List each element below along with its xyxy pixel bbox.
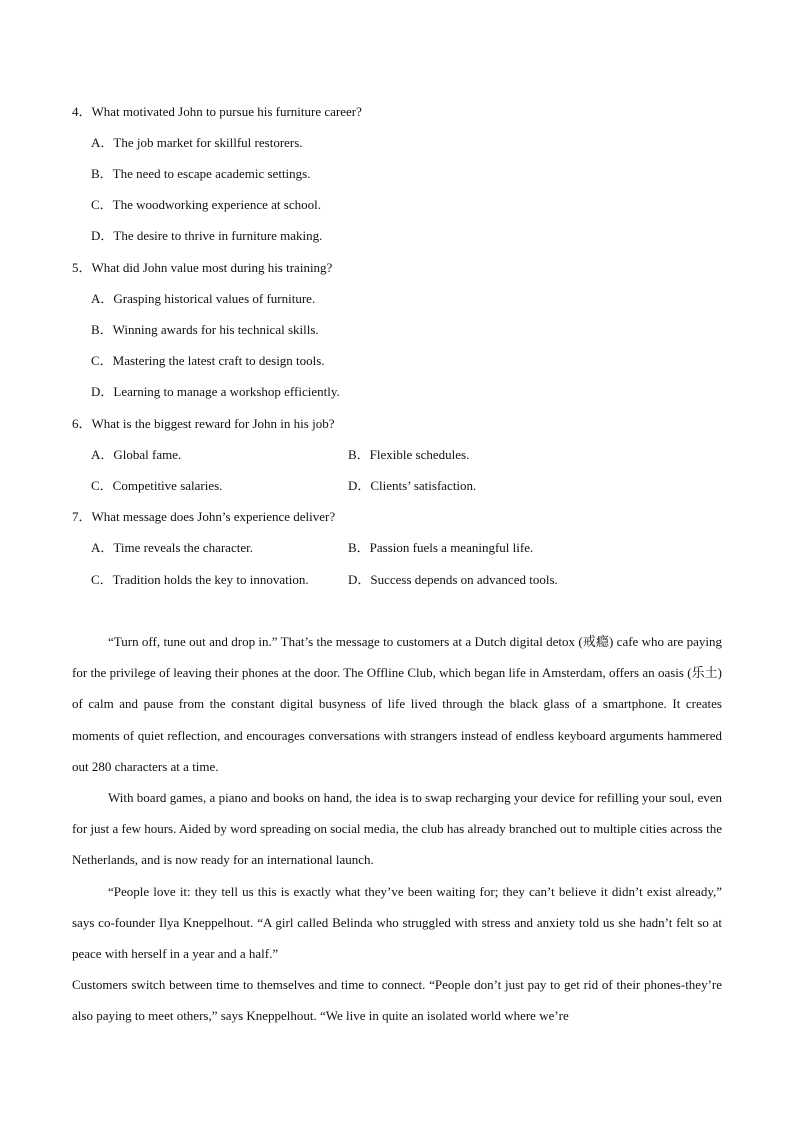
question-4-option-d: D．The desire to thrive in furniture making. (91, 228, 323, 243)
question-6-option-c: C．Competitive salaries. (91, 478, 223, 493)
question-6-option-b: B．Flexible schedules. (348, 447, 470, 462)
question-5-option-d: D．Learning to manage a workshop efficiently. (91, 384, 340, 399)
question-5-option-b: B．Winning awards for his technical skills. (91, 322, 319, 337)
question-7-option-d: D．Success depends on advanced tools. (348, 572, 558, 587)
passage-paragraph-2-text: With board games, a piano and books on hand, the idea is to swap recharging your device for refilling your soul, even for just a few hours. Aided by word spreading on social media, the club has already branched out to multiple cities across the Netherlands, and is now ready for an international launch. (72, 790, 722, 868)
passage-paragraph-3 (72, 876, 722, 970)
question-6-stem: 6．What is the biggest reward for John in his job? (72, 416, 335, 431)
question-6-option-d: D．Clients’ satisfaction. (348, 478, 477, 493)
question-6-option-a: A．Global fame. (91, 447, 182, 462)
question-5-option-a: A．Grasping historical values of furniture. (91, 291, 316, 306)
passage-paragraph-1-text: “Turn off, tune out and drop in.” That’s the message to customers at a Dutch digital detox (戒瘾) cafe who are paying for the privilege of leaving their phones at the door. The Offline Club, which began life in Amsterdam, offers an oasis (乐土) of calm and pause from the constant digital busyness of life lived through the black glass of a smartphone. It creates moments of quiet reflection, and encourages conversations with strangers instead of endless keyboard arguments hammered out 280 characters at a time. (72, 634, 722, 774)
passage-paragraph-4-text: Customers switch between time to themselves and time to connect. “People don’t just pay to get rid of their phones-they’re also paying to meet others,” says Kneppelhout. “We live in quite an isolated world where we’re (72, 977, 722, 1024)
question-7-option-c: C．Tradition holds the key to innovation. (91, 572, 309, 587)
passage-paragraph-1 (72, 626, 722, 782)
question-7-option-b: B．Passion fuels a meaningful life. (348, 540, 534, 555)
question-4-option-b: B．The need to escape academic settings. (91, 166, 311, 181)
question-4-option-a: A．The job market for skillful restorers. (91, 135, 303, 150)
question-5-option-c: C．Mastering the latest craft to design tools. (91, 353, 325, 368)
question-5-stem: 5．What did John value most during his training? (72, 260, 333, 275)
question-7-option-a: A．Time reveals the character. (91, 540, 253, 555)
question-4-stem: 4．What motivated John to pursue his furniture career? (72, 104, 362, 119)
passage-paragraph-3-text: “People love it: they tell us this is exactly what they’ve been waiting for; they can’t believe it didn’t exist already,” says co-founder Ilya Kneppelhout. “A girl called Belinda who struggled with stress and anxiety told us she hadn’t felt so at peace with herself in a year and a half.” (72, 884, 722, 962)
question-4-option-c: C．The woodworking experience at school. (91, 197, 321, 212)
question-7-stem: 7．What message does John’s experience deliver? (72, 509, 336, 524)
passage-paragraph-4 (72, 969, 722, 1031)
passage-paragraph-2 (72, 782, 722, 876)
